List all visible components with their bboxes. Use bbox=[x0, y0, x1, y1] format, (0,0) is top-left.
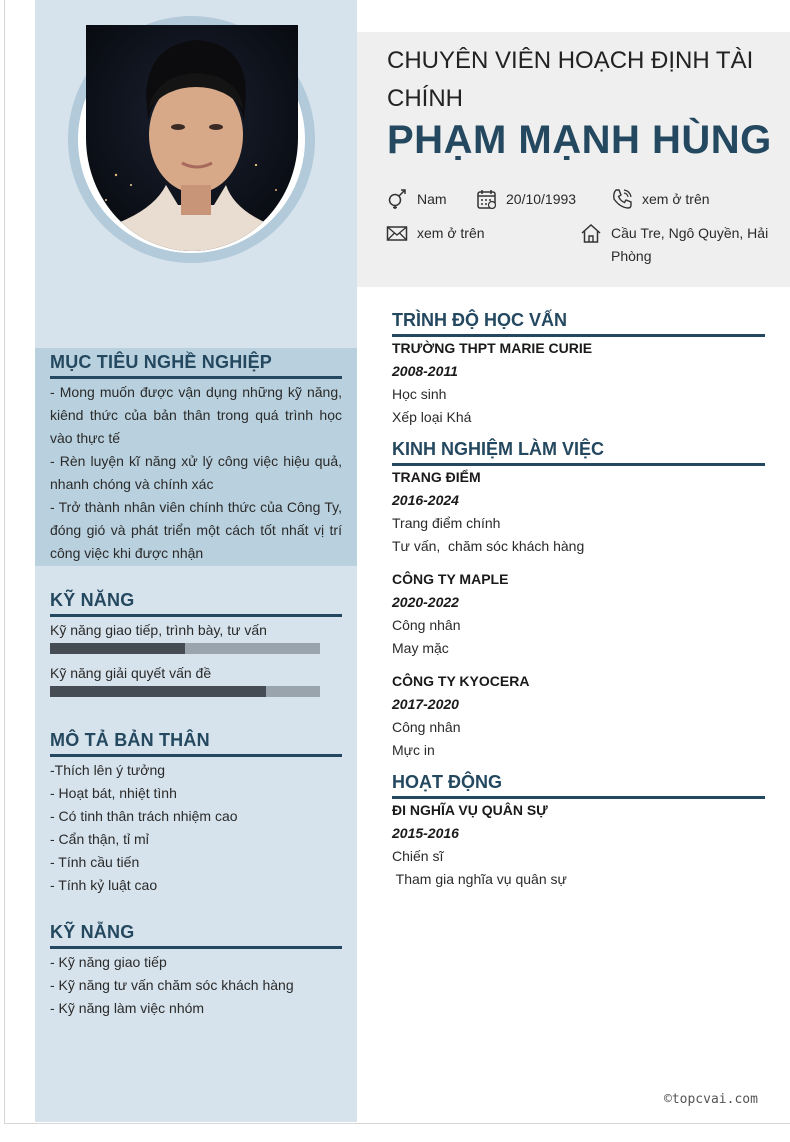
education-org: TRƯỜNG THPT MARIE CURIE bbox=[392, 340, 593, 356]
skill-bar bbox=[50, 643, 320, 654]
calendar-icon bbox=[476, 188, 498, 210]
objective-rule bbox=[50, 376, 342, 379]
skill-bar-fill bbox=[50, 643, 185, 654]
experience-role: Công nhân bbox=[392, 617, 461, 633]
experience-period: 2017-2020 bbox=[392, 696, 459, 712]
education-period: 2008-2011 bbox=[392, 363, 458, 379]
experience-role: Công nhân bbox=[392, 719, 461, 735]
address-value: Cầu Tre, Ngô Quyền, Hải Phòng bbox=[611, 225, 769, 264]
education-detail: Xếp loại Khá bbox=[392, 409, 472, 425]
objective-text bbox=[50, 381, 342, 565]
gender-value: Nam bbox=[417, 191, 447, 207]
experience-org: CÔNG TY KYOCERA bbox=[392, 673, 530, 689]
home-icon bbox=[580, 222, 602, 244]
about-item: - Cẩn thận, tỉ mỉ bbox=[50, 831, 149, 847]
email-value: xem ở trên bbox=[417, 225, 485, 241]
skills-list-item: - Kỹ năng tư vấn chăm sóc khách hàng bbox=[50, 977, 294, 993]
about-item: - Có tinh thân trách nhiệm cao bbox=[50, 808, 238, 824]
experience-period: 2020-2022 bbox=[392, 594, 459, 610]
experience-detail: May mặc bbox=[392, 640, 449, 656]
phone-icon bbox=[611, 188, 633, 210]
objective-line: - Mong muốn được vận dụng những kỹ năng, kiênd thức của bản thân trong quá trình học vào thực tế bbox=[50, 384, 342, 446]
activity-role: Chiến sĩ bbox=[392, 848, 444, 864]
education-role: Học sinh bbox=[392, 386, 447, 402]
skills-bars-rule bbox=[50, 614, 342, 617]
about-item: - Tính kỷ luật cao bbox=[50, 877, 158, 893]
skills-list-item: - Kỹ năng làm việc nhóm bbox=[50, 1000, 205, 1016]
about-rule bbox=[50, 754, 342, 757]
phone-value: xem ở trên bbox=[642, 191, 710, 207]
skill-bar bbox=[50, 686, 320, 697]
skills-bars-title: KỸ NĂNG bbox=[50, 590, 135, 610]
about-title: MÔ TẢ BẢN THÂN bbox=[50, 730, 210, 750]
objective-line: - Trở thành nhân viên chính thức của Công Ty, đóng gió và phát triển một cách tốt nhất vị trí công việc khi được nhận bbox=[50, 499, 342, 561]
objective-title: MỤC TIÊU NGHỀ NGHIỆP bbox=[50, 352, 273, 372]
about-item: - Tính cầu tiến bbox=[50, 854, 140, 870]
skill-label: Kỹ năng giao tiếp, trình bày, tư vấn bbox=[50, 622, 267, 638]
about-item: -Thích lên ý tưởng bbox=[50, 762, 166, 778]
watermark: ©topcvai.com bbox=[664, 1092, 758, 1107]
activity-period: 2015-2016 bbox=[392, 825, 459, 841]
about-item: - Hoạt bát, nhiệt tình bbox=[50, 785, 177, 801]
skill-bar-fill bbox=[50, 686, 266, 697]
activity-detail: Tham gia nghĩa vụ quân sự bbox=[392, 871, 567, 887]
experience-org: TRANG ĐIỂM bbox=[392, 469, 481, 485]
skills-list-title: KỸ NẴNG bbox=[50, 922, 135, 942]
job-title: CHUYÊN VIÊN HOẠCH ĐỊNH TÀI CHÍNH bbox=[387, 47, 754, 112]
candidate-name: PHẠM MẠNH HÙNG bbox=[387, 118, 772, 162]
email-icon bbox=[386, 222, 408, 244]
skills-list bbox=[50, 951, 342, 1020]
avatar bbox=[86, 25, 298, 251]
experience-role: Trang điểm chính bbox=[392, 515, 501, 531]
activities-title: HOẠT ĐỘNG bbox=[392, 772, 502, 792]
objective-line: - Rèn luyện kĩ năng xử lý công việc hiệu quả, nhanh chóng và chính xác bbox=[50, 453, 342, 492]
about-list bbox=[50, 759, 342, 897]
birthday-value: 20/10/1993 bbox=[506, 191, 577, 207]
experience-period: 2016-2024 bbox=[392, 492, 459, 508]
skills-list-rule bbox=[50, 946, 342, 949]
experience-detail: Mực in bbox=[392, 742, 435, 758]
activity-org: ĐI NGHĨA VỤ QUÂN SỰ bbox=[392, 802, 548, 818]
experience-title: KINH NGHIỆM LÀM VIỆC bbox=[392, 439, 605, 459]
skills-list-item: - Kỹ năng giao tiếp bbox=[50, 954, 167, 970]
education-title: TRÌNH ĐỘ HỌC VẤN bbox=[392, 310, 567, 330]
gender-icon bbox=[386, 188, 408, 210]
experience-detail: Tư vấn, chăm sóc khách hàng bbox=[392, 538, 585, 554]
skill-label: Kỹ năng giải quyết vấn đề bbox=[50, 665, 212, 681]
experience-org: CÔNG TY MAPLE bbox=[392, 571, 509, 587]
